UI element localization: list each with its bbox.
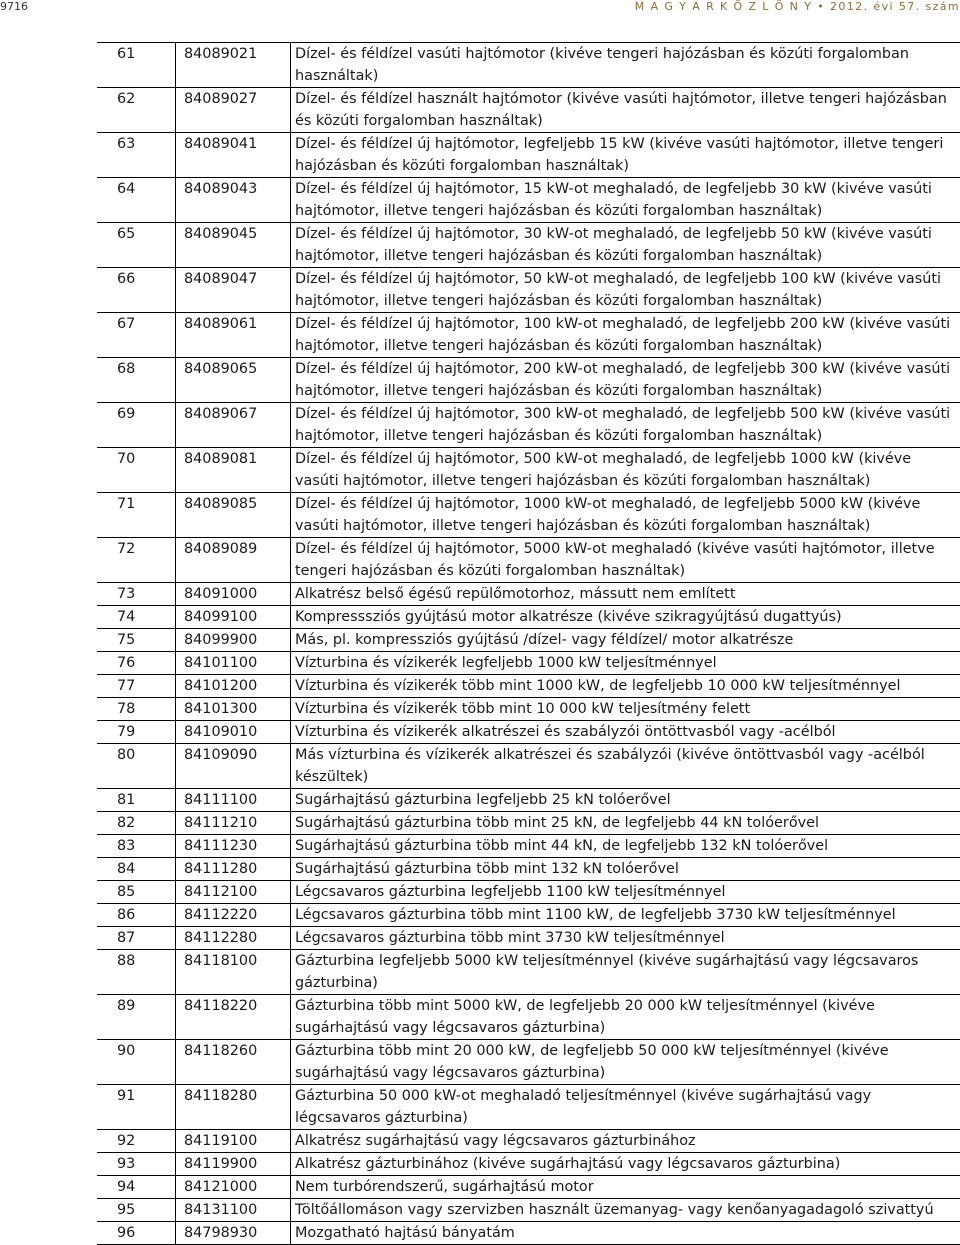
row-description: Dízel- és féldízel új hajtómotor, 50 kW-ot meghaladó, de legfeljebb 100 kW (kivéve vasúti hajtómotor, illetve tengeri hajózásban és közúti forgalomban használtak) <box>291 268 960 313</box>
row-description: Gázturbina 50 000 kW-ot meghaladó teljesítménnyel (kivéve sugárhajtású vagy légcsavaros gázturbina) <box>291 1085 960 1130</box>
row-description: Dízel- és féldízel használt hajtómotor (kivéve vasúti hajtómotor, illetve tengeri hajózásban és közúti forgalomban használtak) <box>291 88 960 133</box>
table-row <box>97 43 960 88</box>
row-number: 85 <box>97 881 176 904</box>
table-row <box>97 1199 960 1222</box>
table-row <box>97 881 960 904</box>
row-number: 78 <box>97 698 176 721</box>
row-description: Mozgatható hajtású bányatám <box>291 1222 960 1245</box>
table-row <box>97 493 960 538</box>
row-code: 84099100 <box>176 606 291 629</box>
table-row <box>97 789 960 812</box>
row-description: Vízturbina és vízikerék alkatrészei és szabályzói öntöttvasból vagy -acélból <box>291 721 960 744</box>
row-number: 72 <box>97 538 176 583</box>
row-code: 84091000 <box>176 583 291 606</box>
table-row <box>97 904 960 927</box>
row-description: Alkatrész gázturbinához (kivéve sugárhajtású vagy légcsavaros gázturbina) <box>291 1153 960 1176</box>
row-description: Sugárhajtású gázturbina legfeljebb 25 kN tolóerővel <box>291 789 960 812</box>
row-description: Sugárhajtású gázturbina több mint 25 kN, de legfeljebb 44 kN tolóerővel <box>291 812 960 835</box>
row-code: 84089067 <box>176 403 291 448</box>
row-description: Alkatrész belső égésű repülőmotorhoz, mássutt nem említett <box>291 583 960 606</box>
row-description: Dízel- és féldízel új hajtómotor, 500 kW-ot meghaladó, de legfeljebb 1000 kW (kivéve vasúti hajtómotor, illetve tengeri hajózásban és közúti forgalomban használtak) <box>291 448 960 493</box>
row-number: 84 <box>97 858 176 881</box>
table-row <box>97 721 960 744</box>
table-row <box>97 652 960 675</box>
row-description: Gázturbina legfeljebb 5000 kW teljesítménnyel (kivéve sugárhajtású vagy légcsavaros gázturbina) <box>291 950 960 995</box>
table-row <box>97 675 960 698</box>
row-number: 82 <box>97 812 176 835</box>
row-code: 84089089 <box>176 538 291 583</box>
row-description: Dízel- és féldízel új hajtómotor, 15 kW-ot meghaladó, de legfeljebb 30 kW (kivéve vasúti hajtómotor, illetve tengeri hajózásban és közúti forgalomban használtak) <box>291 178 960 223</box>
row-number: 92 <box>97 1130 176 1153</box>
table-row <box>97 583 960 606</box>
table-row <box>97 1222 960 1245</box>
row-code: 84112280 <box>176 927 291 950</box>
row-number: 71 <box>97 493 176 538</box>
row-description: Más, pl. kompressziós gyújtású /dízel- vagy féldízel/ motor alkatrésze <box>291 629 960 652</box>
row-description: Légcsavaros gázturbina legfeljebb 1100 kW teljesítménnyel <box>291 881 960 904</box>
row-code: 84089027 <box>176 88 291 133</box>
row-code: 84089041 <box>176 133 291 178</box>
table-row <box>97 358 960 403</box>
table-row <box>97 223 960 268</box>
table-row <box>97 606 960 629</box>
row-description: Más vízturbina és vízikerék alkatrészei és szabályzói (kivéve öntöttvasból vagy -acélból készültek) <box>291 744 960 789</box>
row-number: 65 <box>97 223 176 268</box>
row-code: 84089085 <box>176 493 291 538</box>
row-code: 84089043 <box>176 178 291 223</box>
table-row <box>97 858 960 881</box>
row-number: 93 <box>97 1153 176 1176</box>
row-description: Dízel- és féldízel új hajtómotor, 300 kW-ot meghaladó, de legfeljebb 500 kW (kivéve vasúti hajtómotor, illetve tengeri hajózásban és közúti forgalomban használtak) <box>291 403 960 448</box>
row-description: Gázturbina több mint 5000 kW, de legfeljebb 20 000 kW teljesítménnyel (kivéve sugárhajtású vagy légcsavaros gázturbina) <box>291 995 960 1040</box>
table-row <box>97 812 960 835</box>
table-row <box>97 1153 960 1176</box>
row-code: 84109010 <box>176 721 291 744</box>
row-description: Dízel- és féldízel vasúti hajtómotor (kivéve tengeri hajózásban és közúti forgalomban használtak) <box>291 43 960 88</box>
row-code: 84118280 <box>176 1085 291 1130</box>
row-number: 75 <box>97 629 176 652</box>
row-number: 77 <box>97 675 176 698</box>
row-number: 91 <box>97 1085 176 1130</box>
table-row <box>97 178 960 223</box>
row-code: 84111230 <box>176 835 291 858</box>
row-number: 86 <box>97 904 176 927</box>
row-description: Nem turbórendszerű, sugárhajtású motor <box>291 1176 960 1199</box>
row-number: 83 <box>97 835 176 858</box>
row-code: 84089021 <box>176 43 291 88</box>
page-number: 9716 <box>0 0 28 14</box>
table-row <box>97 1176 960 1199</box>
row-code: 84121000 <box>176 1176 291 1199</box>
row-code: 84101100 <box>176 652 291 675</box>
row-code: 84118220 <box>176 995 291 1040</box>
row-code: 84111280 <box>176 858 291 881</box>
row-number: 62 <box>97 88 176 133</box>
row-number: 69 <box>97 403 176 448</box>
table-row <box>97 995 960 1040</box>
row-code: 84119900 <box>176 1153 291 1176</box>
table-row <box>97 448 960 493</box>
row-code: 84112100 <box>176 881 291 904</box>
row-code: 84089061 <box>176 313 291 358</box>
row-description: Alkatrész sugárhajtású vagy légcsavaros gázturbinához <box>291 1130 960 1153</box>
row-description: Sugárhajtású gázturbina több mint 44 kN, de legfeljebb 132 kN tolóerővel <box>291 835 960 858</box>
table-row <box>97 744 960 789</box>
row-code: 84112220 <box>176 904 291 927</box>
row-number: 67 <box>97 313 176 358</box>
running-head <box>635 0 960 14</box>
customs-code-table <box>97 42 960 1245</box>
row-description: Vízturbina és vízikerék legfeljebb 1000 kW teljesítménnyel <box>291 652 960 675</box>
row-description: Dízel- és féldízel új hajtómotor, 5000 kW-ot meghaladó (kivéve vasúti hajtómotor, illetve tengeri hajózásban és közúti forgalomban használtak) <box>291 538 960 583</box>
row-description: Dízel- és féldízel új hajtómotor, legfeljebb 15 kW (kivéve vasúti hajtómotor, illetve tengeri hajózásban és közúti forgalomban használtak) <box>291 133 960 178</box>
row-number: 90 <box>97 1040 176 1085</box>
row-number: 80 <box>97 744 176 789</box>
row-number: 64 <box>97 178 176 223</box>
row-number: 88 <box>97 950 176 995</box>
table-row <box>97 313 960 358</box>
table-row <box>97 698 960 721</box>
row-number: 76 <box>97 652 176 675</box>
row-number: 87 <box>97 927 176 950</box>
row-code: 84101200 <box>176 675 291 698</box>
row-number: 94 <box>97 1176 176 1199</box>
header-bullet: • <box>817 0 825 13</box>
row-code: 84089065 <box>176 358 291 403</box>
table-row <box>97 950 960 995</box>
table-row <box>97 1085 960 1130</box>
row-description: Dízel- és féldízel új hajtómotor, 30 kW-ot meghaladó, de legfeljebb 50 kW (kivéve vasúti hajtómotor, illetve tengeri hajózásban és közúti forgalomban használtak) <box>291 223 960 268</box>
row-description: Gázturbina több mint 20 000 kW, de legfeljebb 50 000 kW teljesítménnyel (kivéve sugárhajtású vagy légcsavaros gázturbina) <box>291 1040 960 1085</box>
page-header <box>0 0 960 14</box>
row-code: 84099900 <box>176 629 291 652</box>
row-code: 84798930 <box>176 1222 291 1245</box>
row-number: 70 <box>97 448 176 493</box>
row-code: 84118100 <box>176 950 291 995</box>
row-number: 63 <box>97 133 176 178</box>
table-row <box>97 629 960 652</box>
row-code: 84119100 <box>176 1130 291 1153</box>
table-row <box>97 1130 960 1153</box>
row-description: Légcsavaros gázturbina több mint 3730 kW teljesítménnyel <box>291 927 960 950</box>
table-row <box>97 927 960 950</box>
row-code: 84089047 <box>176 268 291 313</box>
table-row <box>97 268 960 313</box>
row-description: Vízturbina és vízikerék több mint 1000 kW, de legfeljebb 10 000 kW teljesítménnyel <box>291 675 960 698</box>
row-description: Töltőállomáson vagy szervizben használt üzemanyag- vagy kenőanyagadagoló szivattyú <box>291 1199 960 1222</box>
row-description: Sugárhajtású gázturbina több mint 132 kN tolóerővel <box>291 858 960 881</box>
row-number: 79 <box>97 721 176 744</box>
table-row <box>97 835 960 858</box>
row-number: 73 <box>97 583 176 606</box>
journal-name: M A G Y A R K Ö Z L Ö N Y <box>635 0 813 13</box>
row-description: Légcsavaros gázturbina több mint 1100 kW, de legfeljebb 3730 kW teljesítménnyel <box>291 904 960 927</box>
row-code: 84118260 <box>176 1040 291 1085</box>
row-description: Kompresssziós gyújtású motor alkatrésze (kivéve szikragyújtású dugattyús) <box>291 606 960 629</box>
row-code: 84109090 <box>176 744 291 789</box>
row-code: 84089045 <box>176 223 291 268</box>
row-description: Dízel- és féldízel új hajtómotor, 1000 kW-ot meghaladó, de legfeljebb 5000 kW (kivéve vasúti hajtómotor, illetve tengeri hajózásban és közúti forgalomban használtak) <box>291 493 960 538</box>
row-code: 84111100 <box>176 789 291 812</box>
row-number: 66 <box>97 268 176 313</box>
row-number: 89 <box>97 995 176 1040</box>
row-code: 84101300 <box>176 698 291 721</box>
row-number: 95 <box>97 1199 176 1222</box>
row-number: 68 <box>97 358 176 403</box>
table-row <box>97 133 960 178</box>
table-row <box>97 538 960 583</box>
row-number: 96 <box>97 1222 176 1245</box>
row-code: 84131100 <box>176 1199 291 1222</box>
row-description: Dízel- és féldízel új hajtómotor, 200 kW-ot meghaladó, de legfeljebb 300 kW (kivéve vasúti hajtómotor, illetve tengeri hajózásban és közúti forgalomban használtak) <box>291 358 960 403</box>
issue-label: 2012. évi 57. szám <box>830 0 960 13</box>
table-row <box>97 88 960 133</box>
row-code: 84111210 <box>176 812 291 835</box>
row-description: Dízel- és féldízel új hajtómotor, 100 kW-ot meghaladó, de legfeljebb 200 kW (kivéve vasúti hajtómotor, illetve tengeri hajózásban és közúti forgalomban használtak) <box>291 313 960 358</box>
table-row <box>97 1040 960 1085</box>
row-number: 74 <box>97 606 176 629</box>
row-code: 84089081 <box>176 448 291 493</box>
row-number: 81 <box>97 789 176 812</box>
table-row <box>97 403 960 448</box>
row-number: 61 <box>97 43 176 88</box>
row-description: Vízturbina és vízikerék több mint 10 000 kW teljesítmény felett <box>291 698 960 721</box>
